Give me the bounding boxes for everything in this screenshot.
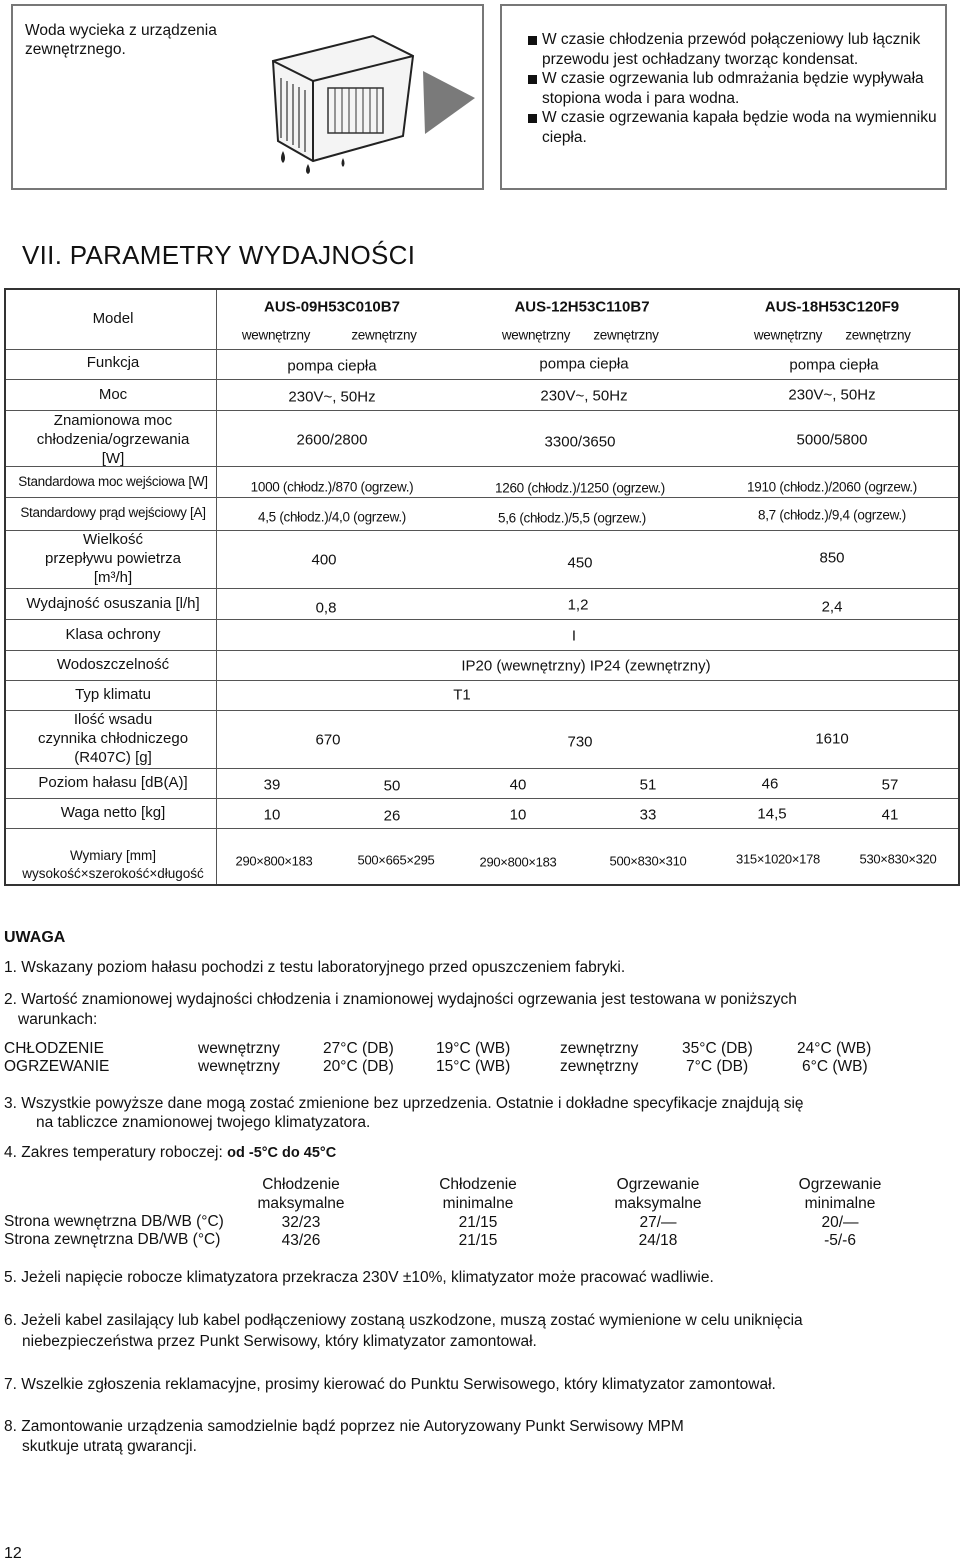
temp-value: 20/—: [821, 1214, 859, 1231]
model-name: AUS-18H53C120F9: [764, 298, 900, 316]
condition-outdoor-wb: 24°C (WB): [797, 1040, 872, 1057]
label-przeplyw-3: [m³/h]: [93, 569, 133, 586]
condensate-bullets: [528, 30, 938, 147]
note-7: 7. Wszelkie zgłoszenia reklamacyjne, prosimy kierować do Punktu Serwisowego, który klimatyzator zamontował.: [4, 1376, 776, 1393]
condition-outdoor-db: 35°C (DB): [682, 1040, 753, 1057]
indoor-label: wewnętrzny: [501, 327, 571, 343]
funkcja-value: pompa ciepła: [287, 357, 377, 375]
temp-row-label: Strona zewnętrzna DB/WB (°C): [4, 1231, 221, 1248]
condition-indoor-db: 20°C (DB): [323, 1058, 394, 1075]
halas-outdoor-value: 50: [383, 777, 401, 795]
waga-indoor-value: 10: [509, 806, 527, 824]
label-czynnik-2: czynnika chłodniczego: [37, 730, 189, 747]
note-3-continued: na tabliczce znamionowej twojego klimatyzatora.: [36, 1114, 371, 1131]
note-5: 5. Jeżeli napięcie robocze klimatyzatora przekracza 230V ±10%, klimatyzator może pracować wadliwie.: [4, 1269, 714, 1286]
label-moc: Moc: [98, 386, 128, 403]
prad-value: 5,6 (chłodz.)/5,5 (ogrzew.): [498, 510, 646, 526]
label-prad: Standardowy prąd wejściowy [A]: [20, 505, 206, 520]
moc-wejsciowa-value: 1000 (chłodz.)/870 (ogrzew.): [250, 479, 414, 495]
moc-wejsciowa-value: 1910 (chłodz.)/2060 (ogrzew.): [747, 479, 917, 495]
moc-value: 230V~, 50Hz: [788, 386, 876, 404]
row-divider: [6, 650, 958, 651]
temp-row-label: Strona wewnętrzna DB/WB (°C): [4, 1213, 224, 1230]
condition-outdoor: zewnętrzny: [560, 1040, 639, 1057]
note-1: 1. Wskazany poziom hałasu pochodzi z testu laboratoryjnego przed opuszczeniem fabryki.: [4, 959, 626, 976]
halas-indoor-value: 40: [509, 776, 527, 794]
wymiary-indoor-value: 290×800×183: [479, 854, 557, 870]
label-klimat: Typ klimatu: [75, 686, 151, 703]
label-waga: Waga netto [kg]: [60, 804, 166, 821]
note-4-range: od -5°C do 45°C: [227, 1145, 337, 1161]
label-moc-wejsciowa: Standardowa moc wejściowa [W]: [18, 474, 208, 489]
wymiary-outdoor-value: 500×830×310: [609, 853, 687, 869]
row-divider: [6, 588, 958, 589]
label-przeplyw-1: Wielkość: [82, 531, 143, 548]
bullet-item: W czasie chłodzenia przewód połączeniowy lub łącznik przewodu jest ochładzany tworząc kondensat.: [528, 30, 938, 69]
condition-outdoor-wb: 6°C (WB): [802, 1058, 868, 1075]
czynnik-value: 1610: [815, 730, 849, 748]
moc-value: 230V~, 50Hz: [540, 387, 628, 405]
label-znamionowa-1: Znamionowa moc: [53, 412, 173, 429]
condition-indoor: wewnętrzny: [198, 1040, 280, 1057]
czynnik-value: 670: [315, 731, 341, 749]
condition-mode: OGRZEWANIE: [4, 1058, 110, 1075]
waga-outdoor-value: 41: [881, 806, 899, 824]
label-wymiary-2: wysokość×szerokość×długość: [22, 866, 204, 881]
section-title: VII. PARAMETRY WYDAJNOŚCI: [22, 240, 416, 270]
osuszanie-value: 2,4: [821, 598, 843, 616]
column-divider: [216, 290, 217, 884]
waga-indoor-value: 14,5: [757, 805, 787, 823]
label-znamionowa-3: [W]: [101, 450, 125, 467]
label-przeplyw-2: przepływu powietrza: [45, 550, 181, 567]
temp-header-sub: minimalne: [804, 1195, 876, 1212]
page-number: 12: [4, 1545, 22, 1562]
temp-value: 32/23: [281, 1214, 321, 1231]
label-wymiary-1: Wymiary [mm]: [69, 848, 157, 863]
label-osuszanie: Wydajność osuszania [l/h]: [26, 595, 200, 612]
funkcja-value: pompa ciepła: [539, 355, 629, 373]
indoor-label: wewnętrzny: [753, 327, 823, 343]
leak-description: Woda wycieka z urządzenia zewnętrznego.: [25, 22, 217, 58]
wymiary-indoor-value: 290×800×183: [235, 853, 313, 869]
row-divider: [6, 379, 958, 380]
condition-mode: CHŁODZENIE: [4, 1040, 104, 1057]
przeplyw-value: 450: [567, 554, 593, 572]
znamionowa-value: 5000/5800: [796, 431, 868, 449]
przeplyw-value: 850: [819, 549, 845, 567]
label-znamionowa-2: chłodzenia/ogrzewania: [36, 431, 190, 448]
outdoor-unit-illustration: [253, 26, 478, 176]
row-divider: [6, 828, 958, 829]
halas-indoor-value: 46: [761, 775, 779, 793]
condition-outdoor-db: 7°C (DB): [686, 1058, 749, 1075]
outdoor-label: zewnętrzny: [351, 327, 417, 343]
outdoor-label: zewnętrzny: [593, 327, 659, 343]
bullet-item: W czasie ogrzewania kapała będzie woda na wymienniku ciepła.: [528, 108, 938, 147]
condition-indoor-db: 27°C (DB): [323, 1040, 394, 1057]
note-8-continued: skutkuje utratą gwarancji.: [22, 1438, 197, 1455]
row-divider: [6, 349, 958, 350]
bullet-item: W czasie ogrzewania lub odmrażania będzie wypływała stopiona woda i para wodna.: [528, 69, 938, 108]
czynnik-value: 730: [567, 733, 593, 751]
osuszanie-value: 1,2: [567, 596, 589, 614]
row-divider: [6, 798, 958, 799]
prad-value: 8,7 (chłodz.)/9,4 (ogrzew.): [758, 507, 906, 523]
wodoszczelnosc-value: IP20 (wewnętrzny) IP24 (zewnętrzny): [461, 657, 711, 675]
wymiary-outdoor-value: 500×665×295: [357, 852, 435, 868]
halas-outdoor-value: 51: [639, 776, 657, 794]
temp-header-sub: maksymalne: [257, 1195, 345, 1212]
row-divider: [6, 497, 958, 498]
temp-header: Chłodzenie: [439, 1176, 517, 1193]
wymiary-indoor-value: 315×1020×178: [736, 851, 820, 867]
przeplyw-value: 400: [311, 551, 337, 569]
row-divider: [6, 619, 958, 620]
label-wodoszczelnosc: Wodoszczelność: [56, 656, 170, 673]
prad-value: 4,5 (chłodz.)/4,0 (ogrzew.): [258, 509, 406, 525]
condition-indoor-wb: 19°C (WB): [436, 1040, 511, 1057]
note-2: 2. Wartość znamionowej wydajności chłodzenia i znamionowej wydajności ogrzewania jest testowana w poniższych: [4, 991, 797, 1008]
note-3: 3. Wszystkie powyższe dane mogą zostać zmienione bez uprzedzenia. Ostatnie i dokładne specyfikacje znajdują się: [4, 1095, 804, 1112]
row-divider: [6, 410, 958, 411]
note-2-continued: warunkach:: [18, 1011, 98, 1028]
note-6: 6. Jeżeli kabel zasilający lub kabel podłączeniowy zostaną uszkodzone, muszą zostać wymienione w celu uniknięcia: [4, 1312, 803, 1329]
condition-indoor-wb: 15°C (WB): [436, 1058, 511, 1075]
label-klasa: Klasa ochrony: [65, 626, 161, 643]
spec-table: [4, 288, 960, 886]
outdoor-label: zewnętrzny: [845, 327, 911, 343]
row-divider: [6, 768, 958, 769]
notes-title: UWAGA: [4, 929, 66, 946]
info-box-outdoor-leak: [11, 4, 484, 190]
note-4: [4, 1143, 954, 1163]
info-box-condensate: [500, 4, 947, 190]
temp-value: 21/15: [458, 1214, 498, 1231]
temp-value: 24/18: [638, 1232, 678, 1249]
temp-value: 43/26: [281, 1232, 321, 1249]
note-4-text: 4. Zakres temperatury roboczej:: [4, 1144, 223, 1161]
halas-outdoor-value: 57: [881, 776, 899, 794]
condition-outdoor: zewnętrzny: [560, 1058, 639, 1075]
klimat-value: T1: [453, 686, 471, 704]
temp-header: Chłodzenie: [262, 1176, 340, 1193]
znamionowa-value: 3300/3650: [544, 433, 616, 451]
waga-outdoor-value: 33: [639, 806, 657, 824]
moc-wejsciowa-value: 1260 (chłodz.)/1250 (ogrzew.): [495, 480, 665, 496]
wymiary-outdoor-value: 530×830×320: [859, 851, 937, 867]
label-funkcja: Funkcja: [86, 354, 140, 371]
temp-value: -5/-6: [824, 1232, 856, 1249]
label-halas: Poziom hałasu [dB(A)]: [38, 774, 188, 791]
note-6-continued: niebezpieczeństwa przez Punkt Serwisowy, który klimatyzator zamontował.: [22, 1333, 537, 1350]
osuszanie-value: 0,8: [315, 599, 337, 617]
waga-outdoor-value: 26: [383, 807, 401, 825]
temp-value: 27/—: [639, 1214, 677, 1231]
halas-indoor-value: 39: [263, 776, 281, 794]
indoor-label: wewnętrzny: [241, 327, 311, 343]
temp-value: 21/15: [458, 1232, 498, 1249]
label-czynnik-3: (R407C) [g]: [74, 749, 152, 766]
klasa-value: I: [571, 627, 577, 645]
temp-header: Ogrzewanie: [616, 1176, 700, 1193]
funkcja-value: pompa ciepła: [789, 356, 879, 374]
model-name: AUS-12H53C110B7: [514, 298, 650, 316]
label-czynnik-1: Ilość wsadu: [73, 711, 153, 728]
temp-header-sub: maksymalne: [614, 1195, 702, 1212]
label-model: Model: [92, 310, 134, 327]
model-name: AUS-09H53C010B7: [264, 298, 400, 316]
temp-header: Ogrzewanie: [798, 1176, 882, 1193]
moc-value: 230V~, 50Hz: [288, 388, 376, 406]
note-8: 8. Zamontowanie urządzenia samodzielnie bądź poprzez nie Autoryzowany Punkt Serwisowy MPM: [4, 1418, 684, 1435]
temp-header-sub: minimalne: [442, 1195, 514, 1212]
condition-indoor: wewnętrzny: [198, 1058, 280, 1075]
row-divider: [6, 680, 958, 681]
znamionowa-value: 2600/2800: [296, 431, 368, 449]
waga-indoor-value: 10: [263, 806, 281, 824]
